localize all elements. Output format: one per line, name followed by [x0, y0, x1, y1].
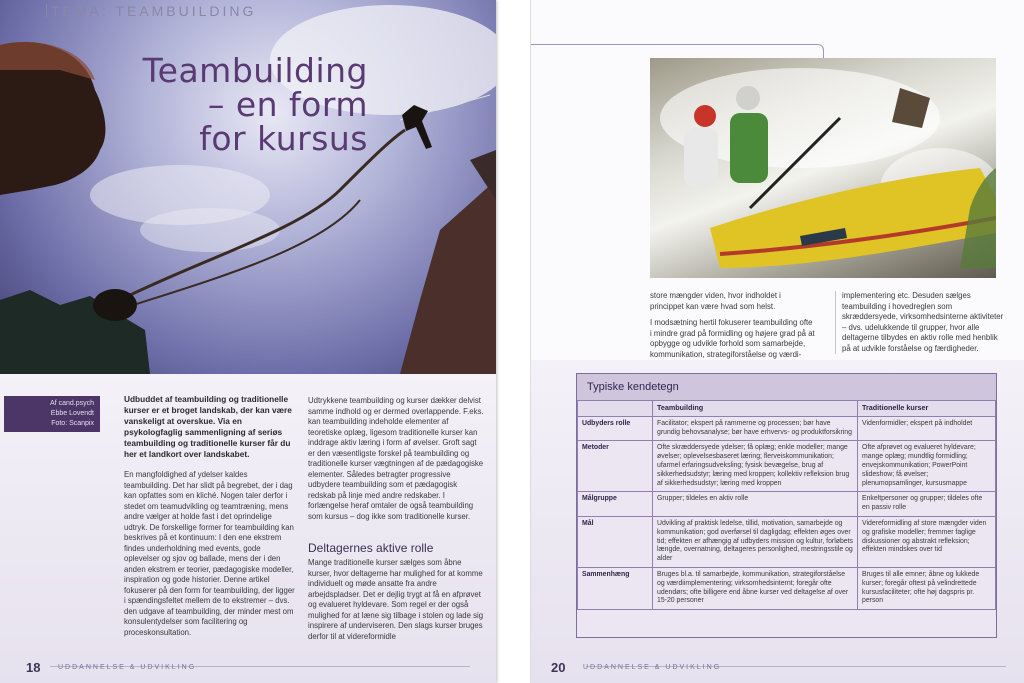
teambuilding-cell: Facilitator; ekspert på rammerne og processen; bør have grundig behovsanalyse; bør have erhvervs- og produktforsikring: [653, 416, 858, 441]
row-label: Mål: [578, 516, 653, 567]
rafting-photo: [650, 58, 996, 278]
teambuilding-cell: Grupper; tildeles en aktiv rolle: [653, 492, 858, 517]
page-number: 20: [551, 660, 566, 675]
traditional-cell: Videreformidling af store mængder viden og grafiske modeller; fremmer faglige diskussioner og abstrakt refleksion; effekten mindskes over tid: [858, 516, 996, 567]
page-number: 18: [26, 660, 41, 675]
rafting-illustration: [650, 58, 996, 278]
table-title: Typiske kendetegn: [577, 374, 996, 400]
header-teambuilding: Teambuilding: [653, 401, 858, 417]
traditional-cell: Enkeltpersoner og grupper; tildeles ofte en passiv rolle: [858, 492, 996, 517]
header-empty: [578, 401, 653, 417]
photo-credit: Foto: Scanpix: [51, 420, 94, 427]
right-body-column-1: [650, 291, 816, 360]
body-column-1: En mangfoldighed af ydelser kaldes teambuilding. Det har slidt på begrebet, der i dag kan opfattes som en kliché. Nogen taler derfor i stedet om teamudvikling og teamtræning, mens andre vælger at holde fast i det oprindelige udtryk. De forskellige former for teambuilding kan beskrives på et kontinuum: I den ene ekstrem findes underholdning med events, gode oplevelser og sjov og ballade, mens der i den anden ekstrem er teorier, pædagogiske modeller, inspiration og gode historier. Denne artikel fokuserer på den form for teambuilding, der ligger i spændingsfeltet mellem de to ekstremer – dvs. den udgave af teambuilding, der minder mest om konsulentydelser som facilitering og proceskonsultation.: [124, 470, 295, 637]
traditional-cell: Bruges til alle emner; åbne og lukkede kurser; foregår oftest på velindrettede kursusfaciliteter; ofte høj dagspris pr. person: [858, 567, 996, 609]
right-col1-para-1: store mængder viden, hvor indholdet i princippet kan være hvad som helst.: [650, 291, 781, 311]
table-row: [578, 516, 996, 567]
teambuilding-cell: Bruges bl.a. til samarbejde, kommunikation, strategiforståelse og værdiimplementering; virksomhedsinternt; foregår ofte udendørs; ofte billigere end åbne kurser ved deltagelse af over 15-20 personer: [653, 567, 858, 609]
traditional-cell: Videnformidler; ekspert på indholdet: [858, 416, 996, 441]
row-label: Udbyders rolle: [578, 416, 653, 441]
headline: [128, 51, 368, 158]
author-line-2: Ebbe Lovendt: [50, 410, 94, 417]
magazine-name: UDDANNELSE & UDVIKLING: [583, 664, 722, 671]
hero-photo-climbing: [0, 0, 496, 374]
left-page: [0, 0, 496, 683]
row-label: Metoder: [578, 441, 653, 492]
comparison-box: [576, 373, 997, 638]
author-credits: [4, 396, 100, 432]
table-row: [578, 416, 996, 441]
magazine-name: UDDANNELSE & UDVIKLING: [58, 664, 197, 671]
issue-tag-text: TEMA: TEAMBUILDING: [51, 3, 257, 19]
headline-line-1: Teambuilding: [142, 51, 368, 90]
row-label: Sammenhæng: [578, 567, 653, 609]
table-row: [578, 567, 996, 609]
author-line-1: Af cand.psych: [50, 400, 94, 407]
headline-line-2: – en form: [207, 85, 368, 124]
table-row: [578, 492, 996, 517]
teambuilding-cell: Udvikling af praktisk ledelse, tillid, motivation, samarbejde og kommunikation; god overførsel til dagligdag; effekten øges over tid; effekten er afhængig af udbyders mission og kultur, forløbets længde, overnatning, deltageres personlighed, mestringsstile og alder: [653, 516, 858, 567]
right-body-column-2: implementering etc. Desuden sælges teambuilding i hovedreglen som skræddersyede, virksomhedsinterne aktiviteter – dvs. udelukkende til grupper, hvor alle deltagerne tilbydes en aktiv rolle med henblik på at udvikle forståelse og færdigheder.: [835, 291, 1006, 354]
header-traditional: Traditionelle kurser: [858, 401, 996, 417]
traditional-cell: Ofte afprøvet og evalueret hyldevare; mange oplæg; mundtlig formidling; envejskommunikation; PowerPoint slideshow; få øvelser; plenumopsamlinger, kursusmappe: [858, 441, 996, 492]
subheading: Deltagernes aktive rolle: [308, 541, 434, 555]
body-column-3: Mange traditionelle kurser sælges som åbne kurser, hvor deltagerne har mulighed for at komme individuelt og møde ansatte fra andre arbejdspladser. Det er dejlig trygt at få en afprøvet og evalueret hyldevare. Som regel er der også mulighed for at læne sig tilbage i stolen og lade sig inspirere af underviseren. Den slags kurser bruges derfor til at videreformidle: [308, 558, 484, 641]
comparison-table: [577, 400, 996, 610]
row-label: Målgruppe: [578, 492, 653, 517]
right-page: [530, 0, 1024, 683]
right-col1-para-2: I modsætning hertil fokuserer teambuilding ofte i mindre grad på formidling og højere grad på at opbygge og udvikle forhold som samarbejde, kommunikation, strategiforståelse og værdi-: [650, 318, 815, 359]
table-row: [578, 441, 996, 492]
teambuilding-cell: Ofte skræddersyede ydelser; få oplæg; enkle modeller; mange øvelser; oplevelsesbaseret læring; flerveiskommunikation; ufarmel erfaringsudveksling; fysisk bevægelse, brug af sikkerhedsudstyr; læring med kroppen; kollektiv refleksion brug af sikkerhedsudstyr; læring med kroppen: [653, 441, 858, 492]
photo-frame-line: [531, 44, 824, 58]
table-header-row: [578, 401, 996, 417]
body-column-2: Udtrykkene teambuilding og kurser dækker delvist samme indhold og er dermed overlappende. F.eks. kan teambuilding indeholde elementer af teoretiske oplæg, ligesom traditionelle kurser kan inddrage aktiv læring i form af øvelser. Groft sagt er den væsentligste forskel på teambuilding og traditionelle kurser vægtningen af de pædagogiske elementer. Således betragter progressive udbydere teambuilding som et pædagogisk redskab på linje med andre redskaber. I forlængelse heraf omtaler de også teambuilding som kursus – dog ikke som traditionelle kurser.: [308, 396, 484, 521]
issue-tag: [46, 3, 256, 19]
lead-paragraph: Udbuddet af teambuilding og traditionelle kurser er et broget landskab, der kan være vanskeligt at overskue. Via en psykologfaglig sammenligning af seriøs teambuilding og traditionelle kurser får du her et landkort over landskabet.: [124, 394, 292, 459]
tag-bar: [46, 4, 47, 17]
headline-line-3: for kursus: [199, 119, 368, 158]
